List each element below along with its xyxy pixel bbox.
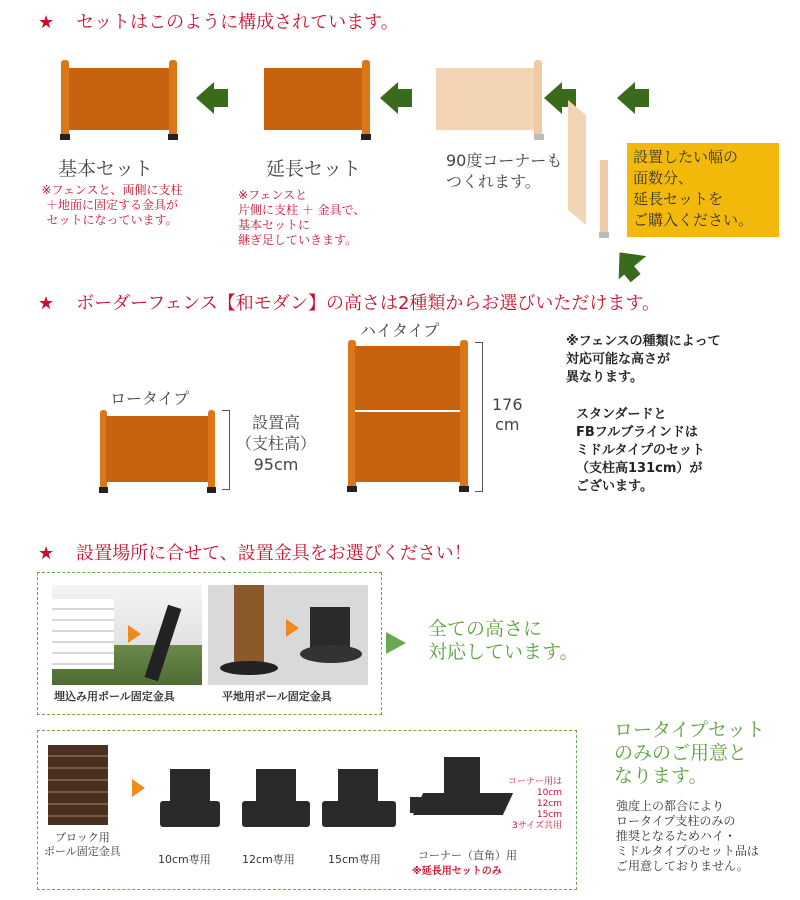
- low-type-image: [98, 410, 222, 496]
- corner-bracket-sub: ※延長用セットのみ: [412, 866, 502, 877]
- corner-sizes-note: コーナー用は 10cm 12cm 15cm 3サイズ共用: [508, 777, 563, 831]
- flat-fitting-photo: [208, 585, 368, 685]
- block-fitting-photo: [48, 745, 108, 825]
- basic-set-note: ※フェンスと、両側に支柱 ＋地面に固定する金具が セットになっています。: [41, 183, 183, 227]
- extension-set-label: 延長セット: [266, 158, 362, 180]
- buried-fitting-caption: 埋込み用ポール固定金具: [54, 690, 175, 703]
- corner-bracket-image: [444, 757, 480, 797]
- section1-heading: [38, 8, 399, 34]
- low-type-label: ロータイプ: [110, 389, 190, 408]
- section2-heading: [38, 289, 660, 315]
- corner-set-label: 90度コーナーも つくれます。: [446, 151, 563, 191]
- all-heights-note: 全ての高さに 対応しています。: [428, 618, 579, 663]
- section3-heading-text: 設置場所に合せて、設置金具をお選びください！: [76, 543, 472, 564]
- low-type-height: 設置高 （支柱高） 95cm: [236, 413, 317, 474]
- flat-fitting-caption: 平地用ポール固定金具: [222, 690, 332, 703]
- green-arrow-icon: [386, 632, 406, 654]
- basic-set-image: [58, 60, 182, 142]
- basic-set-label: 基本セット: [58, 158, 154, 180]
- middle-type-note: スタンダードと FBフルブラインドは ミドルタイプのセット （支柱高131cm）が ございます。: [576, 407, 705, 494]
- high-height-bracket: [475, 342, 483, 492]
- star-icon: ★: [38, 543, 55, 564]
- section3-heading: [38, 539, 472, 565]
- buried-fitting-photo: [52, 585, 202, 685]
- block-fitting-caption: ブロック用 ポール固定金具: [44, 831, 121, 858]
- section1-heading-text: セットはこのように構成されています。: [76, 12, 399, 33]
- low-only-reason: 強度上の都合により ロータイプ支柱のみの 推奨となるためハイ・ ミドルタイプのセット品は ご用意しておりません。: [616, 799, 759, 873]
- purchase-callout: 設置したい幅の 面数分、 延長セットを ご購入ください。: [627, 143, 779, 237]
- extension-set-image: [262, 60, 376, 142]
- low-only-note: ロータイプセット のみのご用意と なります。: [614, 719, 765, 787]
- corner-bracket-caption: コーナー（直角）用: [418, 849, 517, 862]
- block-fittings-box: [37, 730, 577, 890]
- ground-fittings-box: [37, 572, 382, 715]
- height-note: ※フェンスの種類によって 対応可能な高さが 異なります。: [566, 334, 721, 385]
- extension-set-note: ※フェンスと 片側に支柱 ＋ 金具で、 基本セットに 継ぎ足していきます。: [238, 188, 366, 247]
- bracket-15cm-caption: 15cm専用: [328, 853, 381, 866]
- star-icon: ★: [38, 293, 55, 314]
- bracket-10cm-caption: 10cm専用: [158, 853, 211, 866]
- section2-heading-text: ボーダーフェンス【和モダン】の高さは2種類からお選びいただけます。: [76, 293, 660, 314]
- low-height-bracket: [222, 410, 230, 490]
- star-icon: ★: [38, 12, 55, 33]
- high-type-height: 176 cm: [492, 395, 523, 434]
- high-type-label: ハイタイプ: [360, 321, 440, 340]
- high-type-image: [344, 340, 474, 495]
- bracket-12cm-caption: 12cm専用: [242, 853, 295, 866]
